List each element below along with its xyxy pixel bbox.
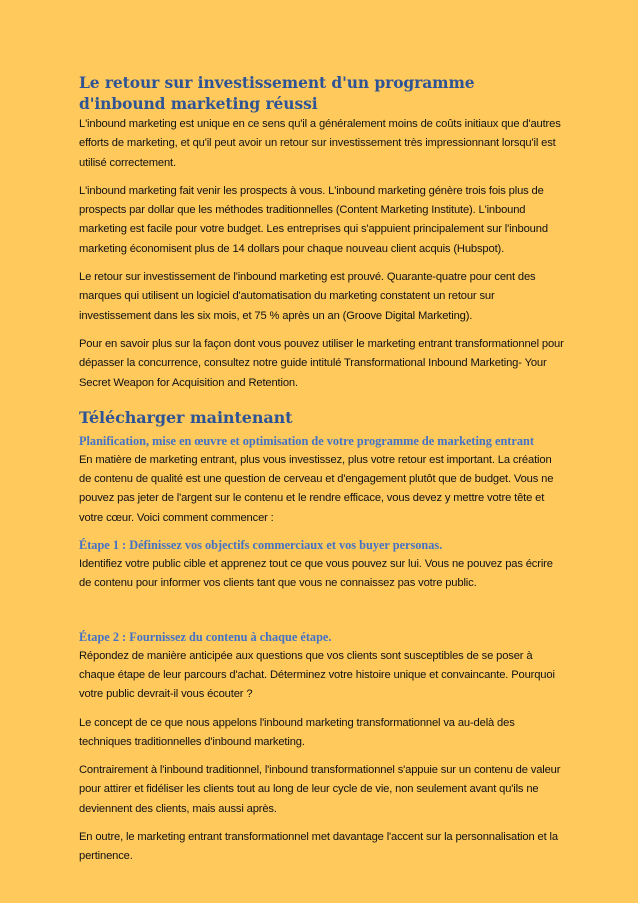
blank-line	[79, 603, 565, 628]
body-paragraph: Le retour sur investissement de l'inbound marketing est prouvé. Quarante-quatre pour cent des marques qui utilisent un logiciel d'automatisation du marketing constatent un retour sur investissement dans les six mois, et 75 % après un an (Groove Digital Marketing).	[79, 271, 536, 322]
document-page	[79, 72, 565, 876]
body-paragraph: Le concept de ce que nous appelons l'inbound marketing transformationnel va au-delà des techniques traditionnelles d'inbound marketing.	[79, 716, 515, 748]
body-paragraph: Pour en savoir plus sur la façon dont vous pouvez utiliser le marketing entrant transformationnel pour dépasser la concurrence, consultez notre guide intitulé Transformational Inbound Marketing- Your Secret Weapon for Acquisition and Retention.	[79, 337, 564, 389]
body-paragraph: L'inbound marketing fait venir les prospects à vous. L'inbound marketing génère trois fois plus de prospects par dollar que les méthodes traditionnelles (Content Marketing Institute). L'inbound marketing est facile pour votre budget. Les entreprises qui s'appuient principalement sur l'inbound marketing économisent plus de 14 dollars pour chaque nouveau client acquis (Hubspot).	[79, 184, 548, 255]
body-paragraph: En outre, le marketing entrant transformationnel met davantage l'accent sur la personnalisation et la pertinence.	[79, 831, 558, 863]
step1-heading: Étape 1 : Définissez vos objectifs commerciaux et vos buyer personas.	[79, 538, 443, 553]
body-paragraph: L'inbound marketing est unique en ce sens qu'il a généralement moins de coûts initiaux que d'autres efforts de marketing, et qu'il peut avoir un retour sur investissement très impressionnant lorsqu'il est utilisé correctement.	[79, 118, 561, 169]
download-heading: Télécharger maintenant	[79, 407, 293, 427]
step2-heading: Étape 2 : Fournissez du contenu à chaque étape.	[79, 629, 332, 644]
step1-paragraph: Identifiez votre public cible et apprenez tout ce que vous pouvez sur lui. Vous ne pouvez pas écrire de contenu pour informer vos clients tant que vous ne connaissez pas votre public.	[79, 558, 553, 590]
planning-heading: Planification, mise en œuvre et optimisation de votre programme de marketing entrant	[79, 433, 534, 448]
document-title: Le retour sur investissement d'un programme d'inbound marketing réussi	[79, 73, 475, 113]
body-paragraph: Contrairement à l'inbound traditionnel, l'inbound transformationnel s'appuie sur un contenu de valeur pour attirer et fidéliser les clients tout au long de leur cycle de vie, non seulement avant qu'ils ne deviennent des clients, mais aussi après.	[79, 764, 561, 815]
planning-paragraph: En matière de marketing entrant, plus vous investissez, plus votre retour est important. La création de contenu de qualité est une question de cerveau et d'engagement plutôt que de budget. Vous ne pouvez pas jeter de l'argent sur le contenu et le rendre efficace, vous devez y mettre votre tête et votre cœur. Voici comment commencer :	[79, 453, 554, 524]
step2-paragraph: Répondez de manière anticipée aux questions que vos clients sont susceptibles de se poser à chaque étape de leur parcours d'achat. Déterminez votre histoire unique et convaincante. Pourquoi votre public devrait-il vous écouter ?	[79, 649, 555, 701]
